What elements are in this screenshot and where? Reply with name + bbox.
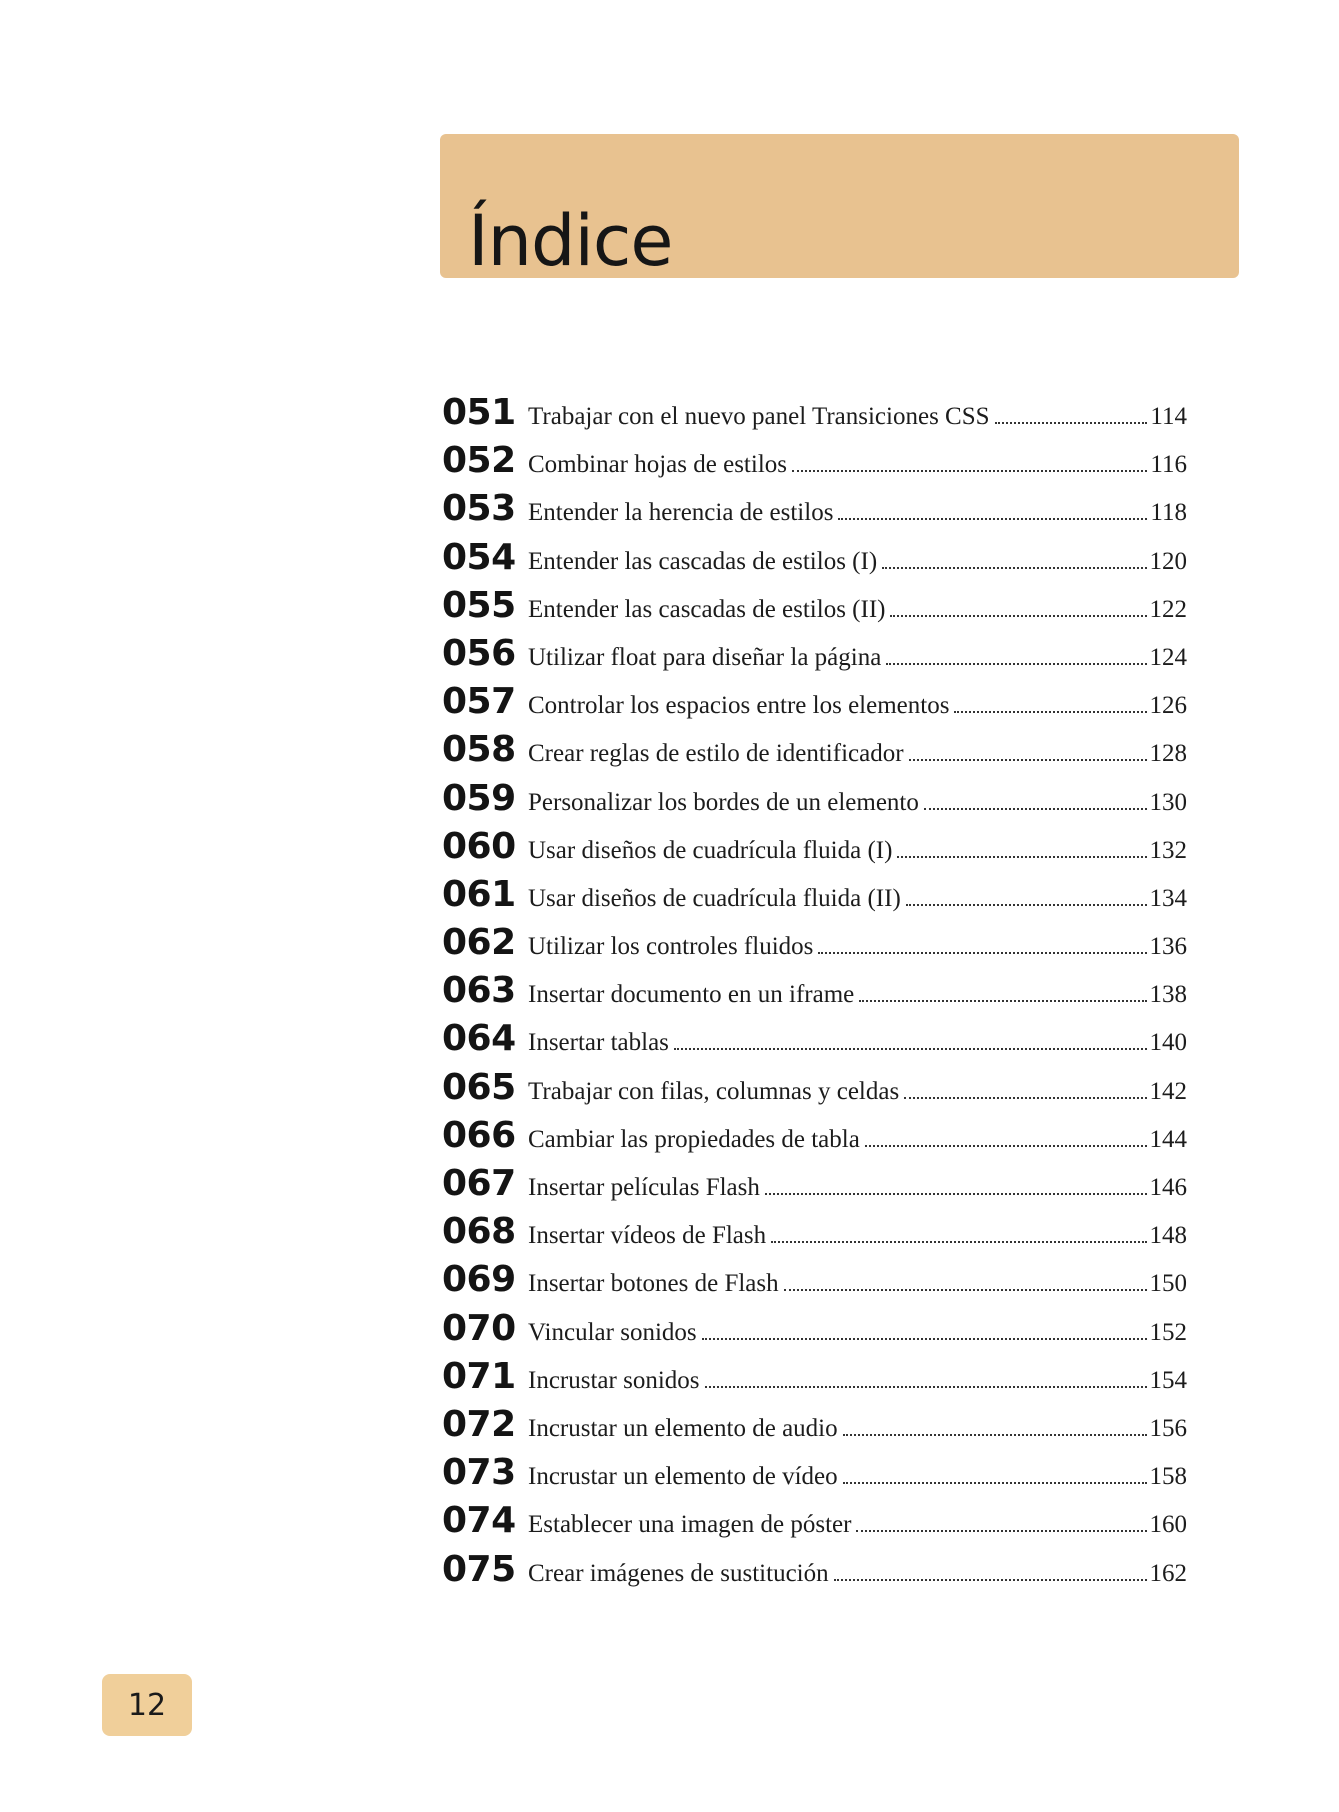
toc-entry-page: 136 [1149, 933, 1187, 961]
toc-entry-title: Insertar tablas [528, 1029, 669, 1057]
toc-entry-number: 059 [442, 777, 516, 819]
toc-entry-title: Insertar vídeos de Flash [528, 1222, 767, 1250]
toc-entry [442, 1018, 1187, 1066]
toc-entry-page: 118 [1150, 499, 1187, 527]
toc-entry-page: 142 [1149, 1077, 1187, 1105]
toc-leader-dots [890, 615, 1146, 617]
toc-leader-dots [674, 1048, 1147, 1050]
toc-entry-number: 070 [442, 1307, 516, 1349]
toc-leader-dots [792, 470, 1147, 472]
toc-entry-number: 058 [442, 729, 516, 771]
toc-entry-page: 116 [1150, 451, 1187, 479]
toc-entry-title: Insertar películas Flash [528, 1174, 760, 1201]
toc-entry-page: 148 [1149, 1222, 1187, 1250]
toc-leader-dots [859, 1000, 1146, 1002]
toc-entry-title: Insertar documento en un iframe [528, 981, 855, 1009]
toc-entry-number: 066 [442, 1114, 516, 1156]
toc-entry [442, 729, 1187, 777]
toc-entry-number: 068 [442, 1211, 516, 1253]
toc-entry [442, 1115, 1187, 1163]
toc-entry-number: 074 [442, 1500, 516, 1542]
toc-entry-number: 063 [442, 970, 516, 1012]
toc-entry-number: 053 [442, 488, 516, 530]
toc-leader-dots [843, 1482, 1147, 1484]
toc-entry-page: 140 [1149, 1029, 1187, 1057]
toc-entry [442, 537, 1187, 585]
toc-entry [442, 585, 1187, 633]
toc-entry-page: 154 [1149, 1366, 1187, 1394]
toc-entry [442, 826, 1187, 874]
toc-entry-page: 124 [1149, 643, 1187, 671]
toc-entry-title: Usar diseños de cuadrícula fluida (II) [528, 884, 901, 912]
toc-entry-page: 126 [1149, 692, 1187, 720]
toc-entry-title: Trabajar con filas, columnas y celdas [528, 1077, 900, 1105]
toc-entry-page: 130 [1149, 788, 1187, 816]
toc-entry-title: Crear imágenes de sustitución [528, 1559, 829, 1587]
toc-entry-number: 055 [442, 584, 516, 626]
toc-entry-title: Utilizar los controles fluidos [528, 933, 814, 961]
toc-entry-number: 061 [442, 873, 516, 915]
toc-entry-number: 054 [442, 536, 516, 578]
toc-leader-dots [995, 422, 1148, 424]
toc-leader-dots [771, 1241, 1146, 1243]
toc-entry-title: Cambiar las propiedades de tabla [528, 1125, 860, 1153]
toc-entry-number: 069 [442, 1259, 516, 1301]
toc-leader-dots [909, 759, 1147, 761]
toc-leader-dots [954, 711, 1146, 713]
toc-entry-number: 051 [442, 392, 516, 433]
toc-entry [442, 1163, 1187, 1211]
toc-entry [442, 1067, 1187, 1115]
toc-entry-number: 062 [442, 922, 516, 964]
toc-entry [442, 681, 1187, 729]
toc-leader-dots [924, 808, 1147, 810]
toc-entry [442, 488, 1187, 536]
toc-entry-title: Incrustar un elemento de audio [528, 1414, 838, 1442]
toc-entry-title: Incrustar un elemento de vídeo [528, 1463, 838, 1491]
toc-entry-title: Incrustar sonidos [528, 1366, 700, 1394]
toc-entry-title: Entender las cascadas de estilos (II) [528, 595, 886, 623]
toc-entry [442, 1356, 1187, 1404]
table-of-contents [442, 392, 1187, 1597]
toc-entry [442, 874, 1187, 922]
toc-entry-number: 060 [442, 825, 516, 867]
toc-entry-page: 160 [1149, 1511, 1187, 1539]
toc-leader-dots [904, 1097, 1146, 1099]
toc-entry-number: 056 [442, 632, 516, 674]
toc-entry-page: 146 [1149, 1174, 1187, 1201]
page-title: Índice [468, 200, 673, 282]
toc-entry-number: 057 [442, 681, 516, 723]
page-number: 12 [127, 1687, 167, 1723]
toc-entry-title: Insertar botones de Flash [528, 1270, 779, 1298]
toc-entry [442, 1404, 1187, 1452]
toc-leader-dots [834, 1579, 1147, 1581]
toc-entry [442, 1452, 1187, 1500]
toc-entry [442, 1500, 1187, 1548]
toc-entry-title: Combinar hojas de estilos [528, 451, 787, 479]
toc-leader-dots [882, 567, 1146, 569]
toc-entry [442, 1308, 1187, 1356]
toc-leader-dots [906, 904, 1147, 906]
toc-entry-title: Entender las cascadas de estilos (I) [528, 547, 878, 575]
toc-entry-page: 158 [1149, 1463, 1187, 1491]
toc-leader-dots [897, 856, 1146, 858]
toc-leader-dots [886, 663, 1146, 665]
toc-entry-page: 162 [1149, 1559, 1187, 1587]
toc-leader-dots [784, 1289, 1147, 1291]
toc-leader-dots [838, 518, 1147, 520]
toc-entry [442, 922, 1187, 970]
toc-entry-title: Establecer una imagen de póster [528, 1511, 852, 1539]
toc-entry-title: Crear reglas de estilo de identificador [528, 740, 904, 768]
toc-entry [442, 633, 1187, 681]
toc-entry-page: 134 [1149, 884, 1187, 912]
toc-entry [442, 1259, 1187, 1307]
toc-entry-page: 152 [1149, 1318, 1187, 1346]
toc-entry-page: 132 [1149, 836, 1187, 864]
toc-entry [442, 1549, 1187, 1597]
toc-leader-dots [856, 1530, 1146, 1532]
toc-entry-page: 128 [1149, 740, 1187, 768]
toc-leader-dots [865, 1145, 1147, 1147]
toc-entry-page: 114 [1150, 403, 1187, 430]
toc-entry [442, 1211, 1187, 1259]
toc-entry-number: 065 [442, 1066, 516, 1108]
toc-entry-title: Utilizar float para diseñar la página [528, 643, 882, 671]
toc-entry-number: 071 [442, 1355, 516, 1397]
toc-entry-number: 072 [442, 1403, 516, 1445]
toc-entry [442, 970, 1187, 1018]
toc-leader-dots [843, 1434, 1147, 1436]
toc-entry-title: Trabajar con el nuevo panel Transiciones CSS [528, 403, 990, 430]
toc-entry [442, 778, 1187, 826]
toc-leader-dots [702, 1338, 1147, 1340]
toc-entry-number: 067 [442, 1163, 516, 1204]
toc-entry-page: 120 [1149, 547, 1187, 575]
toc-entry-title: Entender la herencia de estilos [528, 499, 834, 527]
toc-entry [442, 392, 1187, 440]
toc-entry-number: 075 [442, 1548, 516, 1590]
toc-entry-title: Usar diseños de cuadrícula fluida (I) [528, 836, 893, 864]
toc-entry-page: 138 [1149, 981, 1187, 1009]
toc-entry-page: 150 [1149, 1270, 1187, 1298]
toc-entry-title: Personalizar los bordes de un elemento [528, 788, 919, 816]
toc-leader-dots [705, 1386, 1147, 1388]
toc-leader-dots [765, 1193, 1147, 1195]
toc-entry-title: Vincular sonidos [528, 1318, 697, 1346]
toc-entry-title: Controlar los espacios entre los elementos [528, 692, 950, 720]
toc-entry [442, 440, 1187, 488]
toc-entry-number: 073 [442, 1452, 516, 1494]
toc-entry-page: 156 [1149, 1414, 1187, 1442]
toc-entry-page: 144 [1149, 1125, 1187, 1153]
toc-entry-number: 064 [442, 1018, 516, 1060]
toc-leader-dots [818, 952, 1146, 954]
page-number-badge [102, 1674, 192, 1736]
title-band [440, 134, 1239, 282]
toc-entry-page: 122 [1149, 595, 1187, 623]
toc-entry-number: 052 [442, 440, 516, 482]
